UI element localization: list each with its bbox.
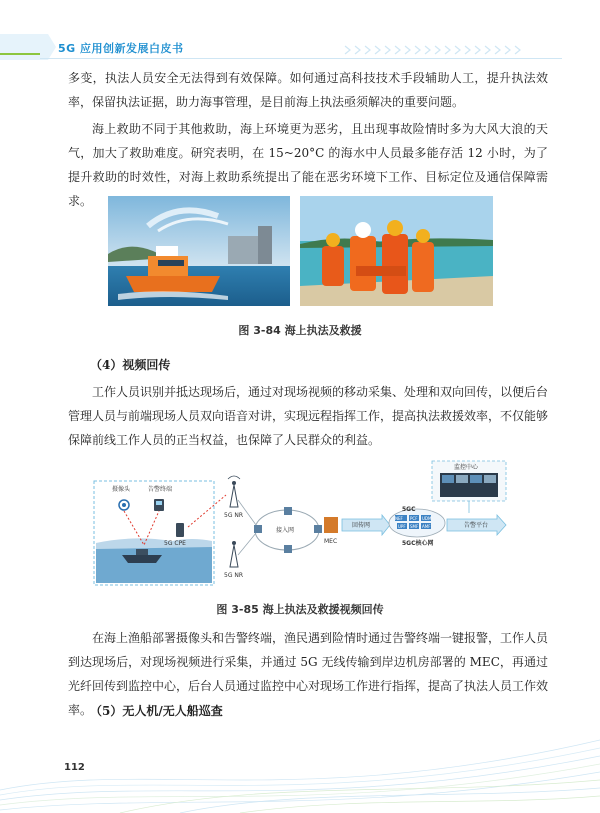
svg-text:SMF: SMF — [410, 524, 419, 529]
core-network-label: 5GC核心网 — [402, 540, 434, 547]
page-number: 112 — [64, 762, 85, 773]
header-decoration — [0, 34, 60, 60]
network-diagram — [92, 455, 512, 595]
nr-bottom-label: 5G NR — [224, 572, 244, 579]
figure-85-caption: 图 3-85 海上执法及救援视频回传 — [216, 603, 384, 616]
header-rule — [40, 58, 562, 59]
mec-icon — [324, 517, 338, 533]
monitor-center-label: 监控中心 — [454, 464, 479, 471]
rescuers-photo — [300, 196, 493, 306]
backhaul-label: 回传网 — [352, 522, 371, 529]
header-chevrons — [340, 44, 530, 56]
mec-label: MEC — [324, 538, 338, 545]
tower-top-icon — [228, 476, 240, 507]
camera-label: 摄像头 — [112, 486, 131, 493]
tower-bottom-icon — [230, 541, 238, 567]
paragraph-1: 多变，执法人员安全无法得到有效保障。如何通过高科技技术手段辅助人工，提升执法效率，保留执法证据，助力海事管理，是目前海上执法亟须解决的重要问题。 — [68, 71, 548, 109]
nr-top-label: 5G NR — [224, 512, 244, 519]
cpe-label: 5G CPE — [164, 540, 186, 547]
svg-text:UDM: UDM — [422, 516, 432, 521]
paragraph-4: 在海上渔船部署摄像头和告警终端，渔民遇到险情时通过告警终端一键报警，工作人员到达现场后，对现场视频进行采集，并通过 5G 无线传输到岸边机房部署的 MEC，再通过光纤回传到监控中心，后台人员通过监控中心对现场工作进行指挥，提高了执法人员工作效率。 — [68, 631, 549, 717]
svg-text:AMF: AMF — [422, 524, 431, 529]
rescue-boat-photo — [108, 196, 290, 306]
alarm-terminal-label: 告警终端 — [148, 486, 173, 493]
paragraph-2: 海上救助不同于其他救助，海上环境更为恶劣，且出现事故险情时多为大风大浪的天气，加大了救助难度。研究表明，在 15~20°C 的海水中人员最多能存活 12 小时，为了提升救助的时效性，对海上救助系统提出了能在恶劣环境下工作、目标定位及通信保障需求。 — [68, 122, 548, 208]
alarm-platform-label: 告警平台 — [464, 522, 489, 529]
paragraph-3: 工作人员识别并抵达现场后，通过对现场视频的移动采集、处理和双向回传，以便后台管理人员与前端现场人员双向语音对讲，实现远程指挥工作，提高执法救援效率，不仅能够保障前线工作人员的正当权益，也保障了人民群众的利益。 — [68, 385, 549, 447]
figure-84-caption: 图 3-84 海上执法及救援 — [238, 324, 362, 337]
header-title: 5G 应用创新发展白皮书 — [58, 42, 184, 55]
svg-text:PCF: PCF — [410, 516, 418, 521]
access-network-label: 接入网 — [276, 527, 295, 534]
fivegc-label: 5GC — [402, 506, 416, 513]
svg-text:NEF: NEF — [395, 516, 403, 521]
subheading-video-backhaul: （4）视频回传 — [90, 358, 171, 372]
footer-wave-decoration — [0, 700, 600, 813]
cpe-icon — [176, 523, 184, 537]
svg-text:UPF: UPF — [398, 524, 406, 529]
subheading-drone-patrol: （5）无人机/无人船巡查 — [90, 704, 223, 718]
